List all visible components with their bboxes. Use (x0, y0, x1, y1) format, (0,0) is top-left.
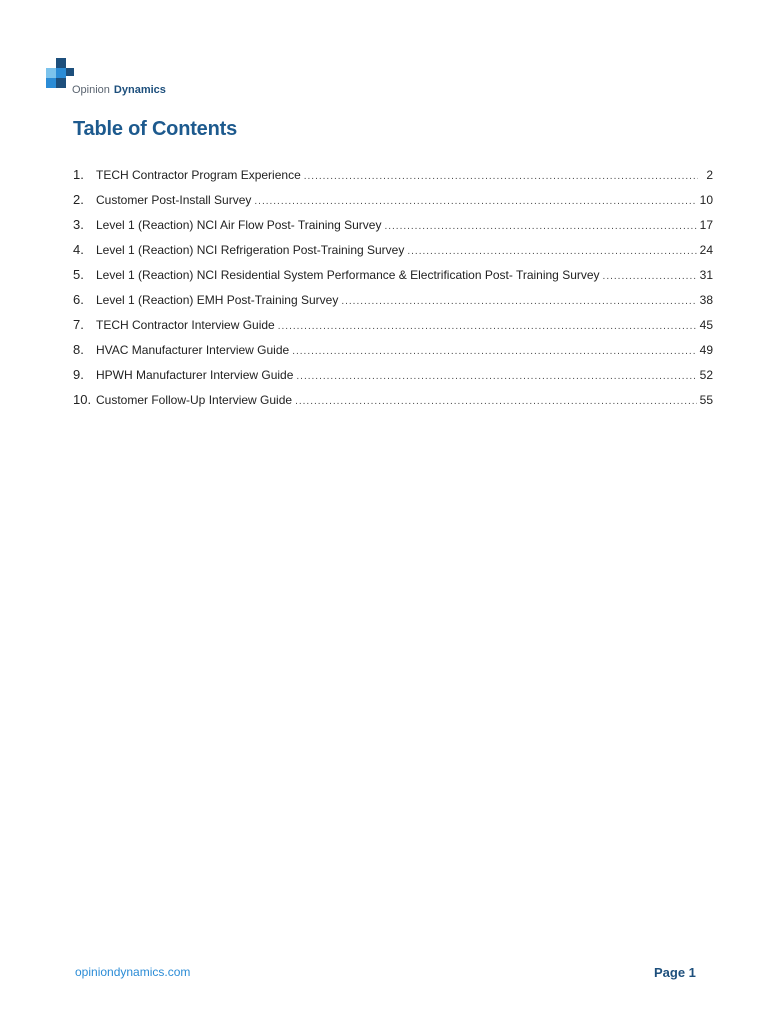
toc-entry-page: 2 (706, 168, 713, 182)
toc-entry-page: 55 (699, 393, 713, 407)
toc-entry-number: 9. (73, 367, 84, 382)
toc-dot-leader (278, 321, 697, 332)
toc-entry-6[interactable] (73, 292, 713, 317)
toc-entry-3[interactable] (73, 217, 713, 242)
toc-entry-number: 3. (73, 217, 84, 232)
toc-entry-10[interactable] (73, 392, 713, 417)
toc-entry-label: Level 1 (Reaction) EMH Post-Training Survey (96, 293, 339, 307)
toc-dot-leader (407, 246, 696, 257)
toc-dot-leader (254, 196, 696, 207)
toc-entry-5[interactable] (73, 267, 713, 292)
logo-text (72, 84, 166, 96)
logo-word-dynamics: Dynamics (113, 84, 166, 96)
toc-entry-label: TECH Contractor Program Experience (96, 168, 301, 182)
toc-entry-label: Customer Post-Install Survey (96, 193, 252, 207)
toc-entry-number: 1. (73, 167, 84, 182)
toc-dot-leader (292, 346, 696, 357)
toc-entry-label: Level 1 (Reaction) NCI Refrigeration Post-Training Survey (96, 243, 405, 257)
toc-entry-number: 10. (73, 392, 92, 407)
toc-entry-4[interactable] (73, 242, 713, 267)
toc-entry-page: 38 (699, 293, 713, 307)
toc-entry-number: 8. (73, 342, 84, 357)
toc-dot-leader (603, 271, 697, 282)
toc-entry-number: 5. (73, 267, 84, 282)
toc-entry-page: 31 (699, 268, 713, 282)
toc-entry-number: 2. (73, 192, 84, 207)
toc-entry-label: HPWH Manufacturer Interview Guide (96, 368, 294, 382)
toc-entry-page: 49 (699, 343, 713, 357)
company-logo (46, 58, 186, 102)
toc-entry-label: Level 1 (Reaction) NCI Residential System Performance & Electrification Post- Training Survey (96, 268, 600, 282)
toc-entry-page: 10 (699, 193, 713, 207)
toc-dot-leader (295, 396, 697, 407)
toc-entry-page: 17 (699, 218, 713, 232)
logo-word-opinion: Opinion (72, 84, 110, 96)
toc-entry-label: Customer Follow-Up Interview Guide (96, 393, 293, 407)
toc-entry-label: TECH Contractor Interview Guide (96, 318, 275, 332)
toc-dot-leader (304, 171, 698, 182)
toc-title: Table of Contents (73, 118, 238, 140)
toc-entry-7[interactable] (73, 317, 713, 342)
toc-entry-number: 6. (73, 292, 84, 307)
toc-dot-leader (296, 371, 696, 382)
toc-entry-number: 7. (73, 317, 84, 332)
toc-dot-leader (384, 221, 696, 232)
toc-entry-8[interactable] (73, 342, 713, 367)
toc-dot-leader (341, 296, 696, 307)
toc-entry-page: 52 (699, 368, 713, 382)
toc-entry-number: 4. (73, 242, 84, 257)
footer-page-number: Page 1 (654, 965, 696, 980)
toc-list (73, 167, 713, 417)
toc-entry-page: 24 (699, 243, 713, 257)
toc-entry-label: HVAC Manufacturer Interview Guide (96, 343, 290, 357)
toc-entry-1[interactable] (73, 167, 713, 192)
toc-entry-label: Level 1 (Reaction) NCI Air Flow Post- Training Survey (96, 218, 382, 232)
toc-entry-2[interactable] (73, 192, 713, 217)
toc-entry-9[interactable] (73, 367, 713, 392)
toc-entry-page: 45 (699, 318, 713, 332)
footer-website-link[interactable]: opiniondynamics.com (75, 965, 191, 979)
